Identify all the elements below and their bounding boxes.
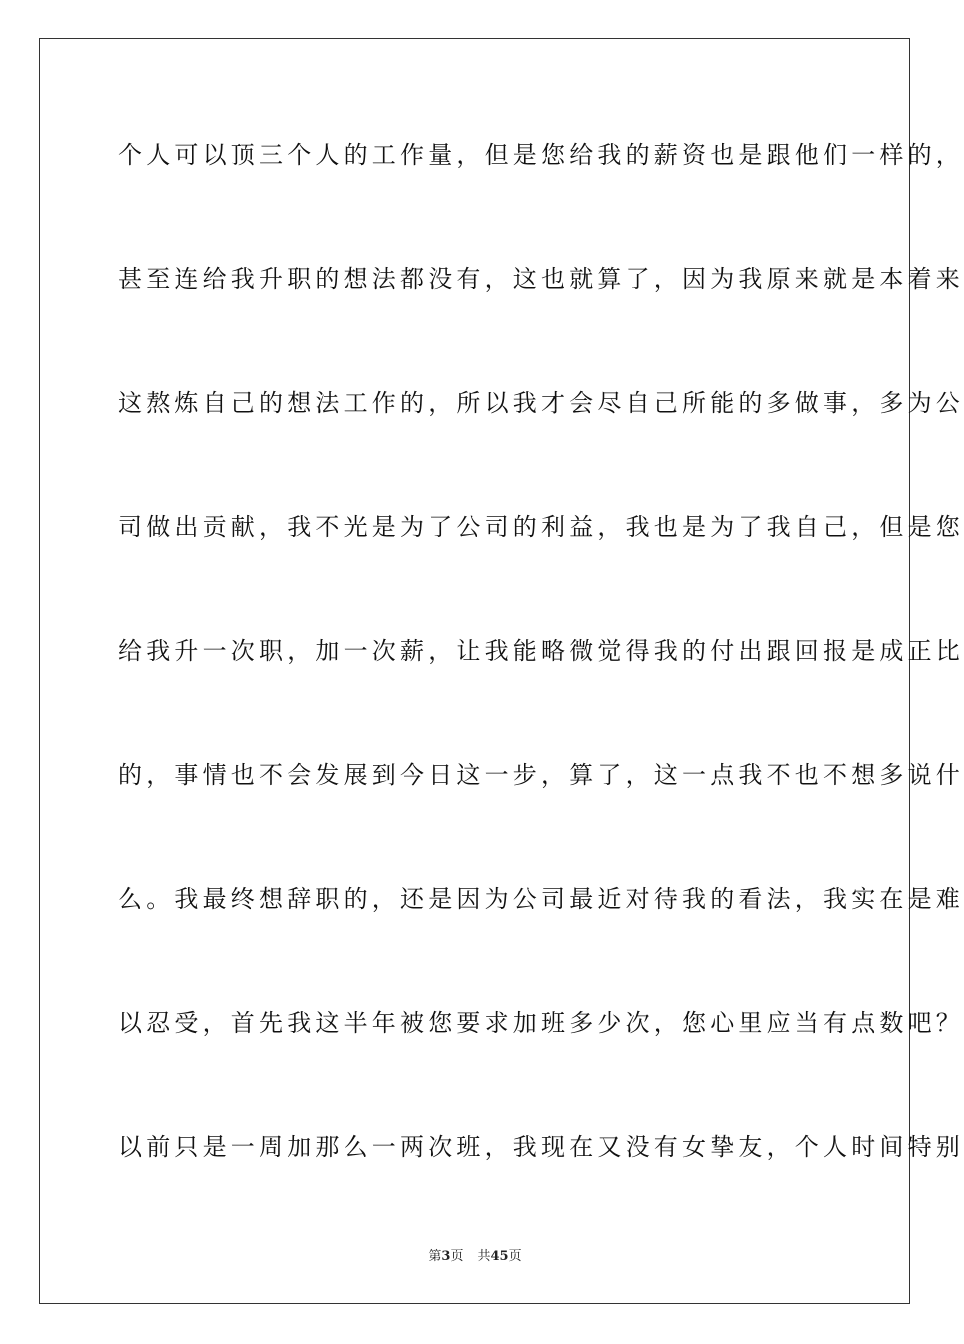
footer-page-number: 3	[441, 1249, 451, 1264]
body-text-line-5: 给我升一次职，加一次薪，让我能略微觉得我的付出跟回报是成正比	[118, 637, 964, 665]
body-text-line-7: 么。我最终想辞职的，还是因为公司最近对待我的看法，我实在是难	[118, 885, 964, 913]
page-border	[39, 38, 964, 1304]
body-text-line-4: 司做出贡献，我不光是为了公司的利益，我也是为了我自己，但是您	[118, 513, 964, 541]
body-text-line-6: 的，事情也不会发展到今日这一步，算了，这一点我不也不想多说什	[118, 761, 964, 789]
page-footer	[0, 1248, 950, 1266]
body-text-line-3: 这熬炼自己的想法工作的，所以我才会尽自己所能的多做事，多为公	[118, 389, 964, 417]
footer-total-pages: 45	[490, 1249, 509, 1264]
footer-total-suffix: 页	[508, 1249, 522, 1264]
body-text-line-1: 个人可以顶三个人的工作量，但是您给我的薪资也是跟他们一样的，	[118, 141, 964, 169]
body-text-line-9: 以前只是一周加那么一两次班，我现在又没有女挚友，个人时间特别	[118, 1133, 964, 1161]
body-text-line-2: 甚至连给我升职的想法都没有，这也就算了，因为我原来就是本着来	[118, 265, 964, 293]
body-text-line-8: 以忍受，首先我这半年被您要求加班多少次，您心里应当有点数吧？	[118, 1009, 964, 1037]
footer-page-suffix: 页	[450, 1249, 464, 1264]
footer-total-prefix: 共	[477, 1249, 491, 1264]
footer-prefix: 第	[428, 1249, 442, 1264]
